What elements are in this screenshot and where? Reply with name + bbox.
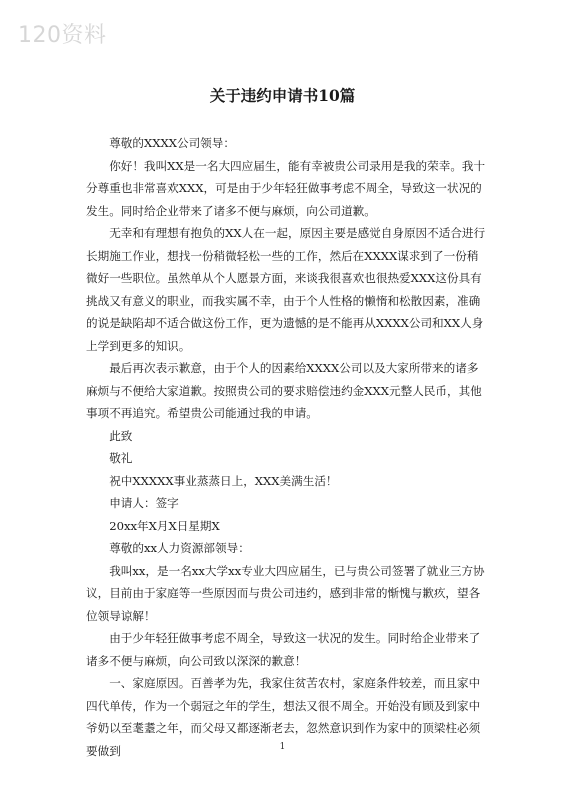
closing-line: 此致 [109,428,133,443]
salutation: 尊敬的xx人力资源部领导： [109,541,250,555]
paragraph: 你好！我叫XX是一名大四应届生，能有幸被贵公司录用是我的荣幸。我十分尊重也非常喜欢XXX，可是由于少年轻狂做事考虑不周全，导致这一状况的发生。同时给企业带来了诸多不便与麻烦，向公司道歉。 [86,158,486,218]
paragraph: 一、家庭原因。百善孝为先，我家住贫苦农村，家庭条件较差，而且家中四代单传，作为一个弱冠之年的学生，想法又很不周全。开始没有顾及到家中爷奶以至耄耋之年，而父母又都逐渐老去，忽然意识到作为家中的顶梁柱必须要做到 [86,676,481,758]
closing-line: 祝中XXXXX事业蒸蒸日上，XXX美满生活！ [109,473,338,488]
signature-line: 申请人：签字 [109,496,179,510]
watermark-logo: 120资料 [18,23,107,48]
date-line: 20xx年X月X日星期X [109,518,220,533]
document-title: 关于违约申请书10篇 [209,86,356,105]
document-body [86,132,486,762]
page-number: 1 [279,742,286,752]
paragraph: 我叫xx，是一名xx大学xx专业大四应届生，已与贵公司签署了就业三方协议，目前由于家庭等一些原因而与贵公司违约，感到非常的惭愧与歉疚，望各位领导谅解！ [86,563,485,623]
paragraph: 无幸和有理想有抱负的XX人在一起，原因主要是感觉自身原因不适合进行长期施工作业，想找一份稍微轻松一些的工作，然后在XXXX谋求到了一份稍微好一些职位。虽然单从个人愿景方面，来谈我很喜欢也很热爱XXX这份具有挑战又有意义的职业，而我实属不幸，由于个人性格的懒惰和松散因素，准确的说是缺陷却不适合做这份工作，更为遗憾的是不能再从XXXX公司和XX人身上学到更多的知识。 [86,226,486,353]
closing-line: 敬礼 [109,451,133,465]
paragraph: 最后再次表示歉意，由于个人的因素给XXXX公司以及大家所带来的诸多麻烦与不便给大家道歉。按照贵公司的要求赔偿违约金XXX元整人民币，其他事项不再追究。希望贵公司能通过我的申请。 [86,361,482,420]
salutation: 尊敬的XXXX公司领导： [109,136,235,150]
paragraph: 由于少年轻狂做事考虑不周全，导致这一状况的发生。同时给企业带来了诸多不便与麻烦，向公司致以深深的歉意！ [86,631,481,668]
